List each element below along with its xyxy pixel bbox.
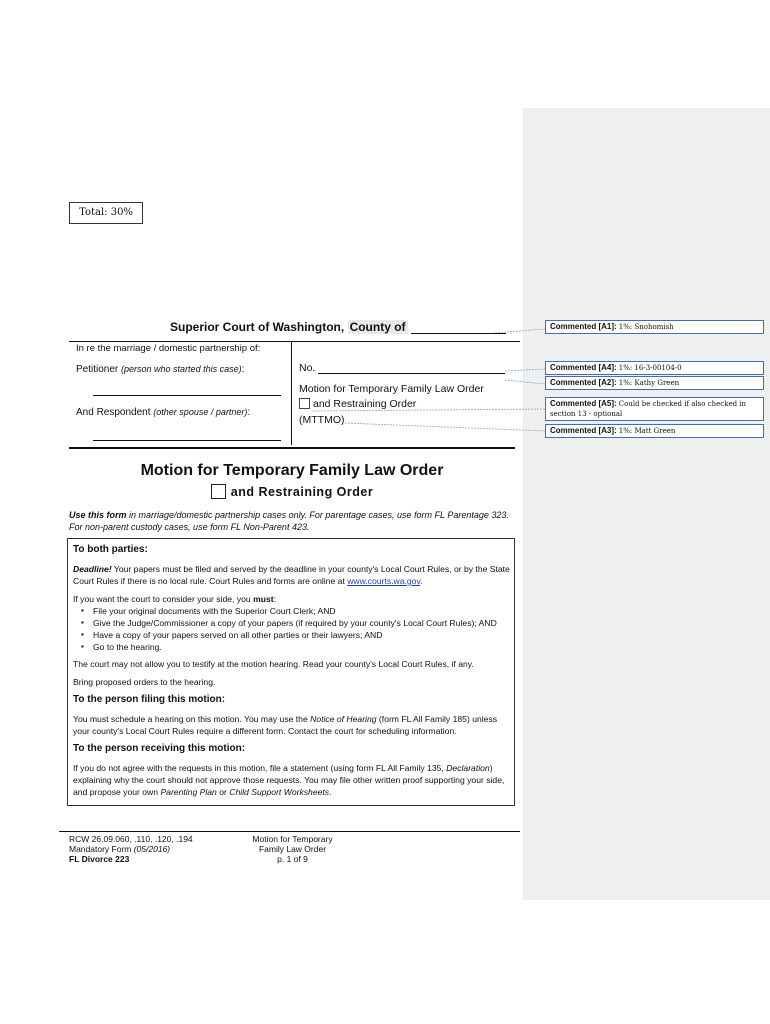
court-title (170, 320, 506, 334)
respondent-label: And Respondent (76, 407, 151, 418)
document-title: Motion for Temporary Family Law Order (140, 462, 444, 479)
footer-page (235, 854, 350, 864)
consider-paragraph: If you want the court to consider your side, you must: (73, 594, 277, 604)
re-marriage-line: In re the marriage / domestic partnership of: (76, 343, 261, 354)
respondent-signature-line[interactable] (93, 440, 281, 441)
footer-page-text: p. 1 of 9 (277, 854, 308, 864)
instructions-content (73, 544, 513, 804)
list-item: ▪ Go to the hearing. (93, 641, 513, 653)
receiving-heading: To the person receiving this motion: (73, 743, 246, 754)
receiving-em3: Child Support Worksheets (229, 787, 330, 797)
footer-mandatory-date: (05/2016) (133, 844, 171, 854)
must-text: must (253, 594, 274, 604)
filing-paragraph (73, 713, 513, 737)
bring-orders-paragraph: Bring proposed orders to the hearing. (73, 677, 216, 687)
comment-text: 1%: Snohomish (618, 323, 674, 331)
receiving-text-a: If you do not agree with the requests in this motion, file a statement (using form FL All Family 135, (73, 763, 447, 773)
caption-bottom-rule (69, 447, 515, 449)
footer-mandatory-text: Mandatory Form (69, 844, 134, 854)
motion-caption-2-text: and Restraining Order (313, 398, 417, 410)
court-name: Superior Court of Washington, (170, 320, 345, 334)
use-form-text: in marriage/domestic partnership cases only. For parentage cases, use form FL Parentage 323. For non-parent custody cases, use form FL Non-Parent 423. (69, 510, 509, 532)
petitioner-line: Petitioner (person who started this case): (76, 364, 245, 375)
filing-text-b: (form FL All Family 185) unless your county's Local Court Rules require a different form. Contact the court for scheduling information. (73, 714, 498, 736)
title-restraining-checkbox[interactable] (211, 484, 226, 499)
motion-caption-1: Motion for Temporary Family Law Order (299, 383, 484, 395)
county-label: County of (349, 320, 406, 334)
receiving-em1: Declaration (446, 763, 490, 773)
receiving-text-d: . (329, 787, 332, 797)
use-form-lead: Use this form (69, 510, 127, 520)
courts-link[interactable]: www.courts.wa.gov (347, 576, 421, 586)
total-score-box: Total: 30% (69, 202, 143, 224)
consider-text: If you want the court to consider your side, you (73, 594, 254, 604)
header-rule (69, 341, 520, 342)
comment-a2[interactable] (545, 376, 764, 390)
filing-text-a: You must schedule a hearing on this motion. You may use the (73, 714, 311, 724)
case-number-field[interactable] (318, 362, 505, 374)
comment-label: Commented [A1]: (550, 322, 617, 331)
footer-mandatory (69, 844, 193, 854)
list-item: ▪ Have a copy of your papers served on all other parties or their lawyers; AND (93, 629, 513, 641)
comment-text: 1%: 16-3-00104-0 (618, 364, 682, 372)
comment-text: 1%: Kathy Green (618, 379, 680, 387)
testify-paragraph: The court may not allow you to testify at the motion hearing. Read your county's Local Court Rules, if any. (73, 659, 474, 669)
deadline-text: Your papers must be filed and served by the deadline in your county's Local Court Rules, or by the State Court Rules if there is no local rule. Court Rules and forms are online at (73, 564, 510, 586)
footer-left (69, 834, 193, 864)
deadline-lead: Deadline! (73, 564, 112, 574)
footer-mid-line2: Family Law Order (258, 844, 327, 854)
footer-rcw: RCW 26.09.060, .110, .120, .194 (69, 834, 193, 844)
restraining-order-checkbox[interactable] (299, 398, 310, 409)
caption-divider (291, 341, 292, 445)
comment-text: Could be checked if also checked in section 13 - optional (550, 400, 747, 418)
receiving-em2: Parenting Plan (160, 787, 217, 797)
comment-a3[interactable] (545, 424, 764, 438)
receiving-paragraph (73, 762, 513, 798)
both-parties-heading: To both parties: (73, 544, 148, 555)
document-subtitle-text: and Restraining Order (230, 485, 374, 499)
footer-middle (235, 834, 350, 864)
case-number-label: No. (299, 362, 316, 374)
list-item: ▪ Give the Judge/Commissioner a copy of your papers (if required by your county's Local Court Rules); AND (93, 617, 513, 629)
deadline-paragraph: Deadline! Your papers must be filed and served by the deadline in your county's Local Court Rules, or by the State Court Rules if there is no local rule. Court Rules and forms are online at www.courts.wa.gov. (73, 564, 510, 586)
footer-form-number: FL Divorce 223 (69, 854, 130, 864)
comment-label: Commented [A2]: (550, 378, 617, 387)
county-field[interactable] (411, 321, 506, 334)
comment-a1[interactable] (545, 320, 764, 334)
comment-a5[interactable] (545, 397, 764, 421)
comment-text: 1%: Matt Green (618, 427, 676, 435)
footer-mid-line1: Motion for Temporary (252, 834, 333, 844)
receiving-text-c: or (216, 787, 230, 797)
filing-heading: To the person filing this motion: (73, 694, 226, 705)
petitioner-label: Petitioner (76, 364, 119, 375)
comment-a4[interactable] (545, 361, 764, 375)
respondent-hint: (other spouse / partner) (153, 407, 248, 417)
list-item: ▪ File your original documents with the Superior Court Clerk; AND (93, 605, 513, 617)
footer-rule (59, 831, 520, 832)
respondent-line: And Respondent (other spouse / partner): (76, 407, 251, 418)
receiving-text-b: ) explaining why the court should not approve those requests. You may file other written proof supporting your side, and propose your own (73, 763, 505, 797)
motion-caption-2 (299, 398, 416, 410)
motion-abbrev: (MTTMO) (299, 414, 345, 426)
use-form-note (69, 509, 519, 533)
petitioner-signature-line[interactable] (93, 395, 281, 396)
comment-label: Commented [A5]: (550, 399, 617, 408)
comment-label: Commented [A4]: (550, 363, 617, 372)
requirements-list (73, 605, 513, 653)
comment-label: Commented [A3]: (550, 426, 617, 435)
petitioner-hint: (person who started this case) (121, 364, 242, 374)
filing-em: Notice of Hearing (310, 714, 377, 724)
case-number-line (299, 362, 505, 374)
document-subtitle (66, 484, 518, 499)
